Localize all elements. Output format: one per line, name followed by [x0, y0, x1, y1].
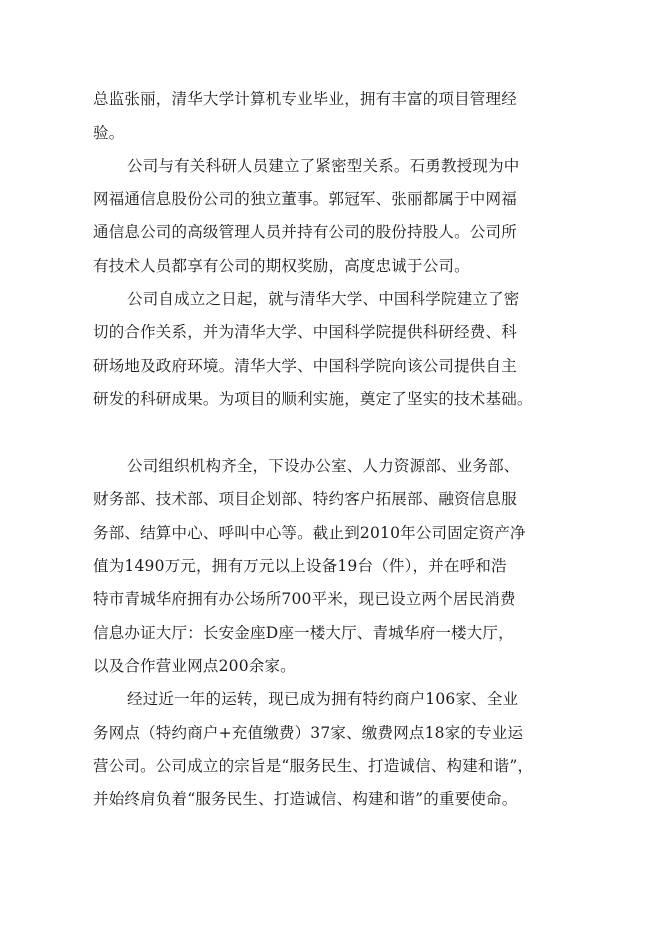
paragraph-2-line-3: 通信息公司的高级管理人员并持有公司的股份持股人。公司所 — [93, 223, 517, 241]
paragraph-4-line-2: 财务部、技术部、项目企划部、特约客户拓展部、融资信息服 — [93, 490, 517, 508]
paragraph-4-line-5: 特市青城华府拥有办公场所700平米，现已设立两个居民消费 — [93, 590, 516, 608]
paragraph-3-line-4: 研发的科研成果。为项目的顺利实施，奠定了坚实的技术基础。 — [93, 390, 533, 408]
paragraph-3-line-1: 公司自成立之日起，就与清华大学、中国科学院建立了密 — [127, 290, 520, 308]
paragraph-5-line-4: 并始终肩负着“服务民生、打造诚信、构建和谐”的重要使命。 — [93, 790, 518, 808]
paragraph-1-line-2: 验。 — [93, 124, 125, 142]
paragraph-4-line-4: 值为1490万元，拥有万元以上设备19台（件），并在呼和浩 — [93, 557, 507, 575]
paragraph-2-line-2: 网福通信息股份公司的独立董事。郭冠军、张丽都属于中网福 — [93, 190, 517, 208]
paragraph-4-line-7: 以及合作营业网点200余家。 — [93, 657, 296, 675]
paragraph-2-line-4: 有技术人员都享有公司的期权奖励，高度忠诚于公司。 — [93, 257, 470, 275]
paragraph-5-line-2: 务网点（特约商户+充值缴费）37家、缴费网点18家的专业运 — [93, 724, 524, 742]
paragraph-3-line-3: 研场地及政府环境。清华大学、中国科学院向该公司提供自主 — [93, 357, 517, 375]
paragraph-5-line-1: 经过近一年的运转，现已成为拥有特约商户106家、全业 — [127, 690, 519, 708]
paragraph-4-line-3: 务部、结算中心、呼叫中心等。截止到2010年公司固定资产净 — [93, 524, 526, 542]
paragraph-5-line-3: 营公司。公司成立的宗旨是“服务民生、打造诚信、构建和谐”， — [93, 757, 534, 775]
paragraph-4-line-6: 信息办证大厅：长安金座D座一楼大厅、青城华府一楼大厅， — [93, 624, 514, 642]
paragraph-2-line-1: 公司与有关科研人员建立了紧密型关系。石勇教授现为中 — [127, 157, 520, 175]
paragraph-3-line-2: 切的合作关系，并为清华大学、中国科学院提供科研经费、科 — [93, 323, 517, 341]
paragraph-4-line-1: 公司组织机构齐全，下设办公室、人力资源部、业务部、 — [127, 457, 520, 475]
paragraph-1-line-1: 总监张丽，清华大学计算机专业毕业，拥有丰富的项目管理经 — [93, 90, 517, 108]
